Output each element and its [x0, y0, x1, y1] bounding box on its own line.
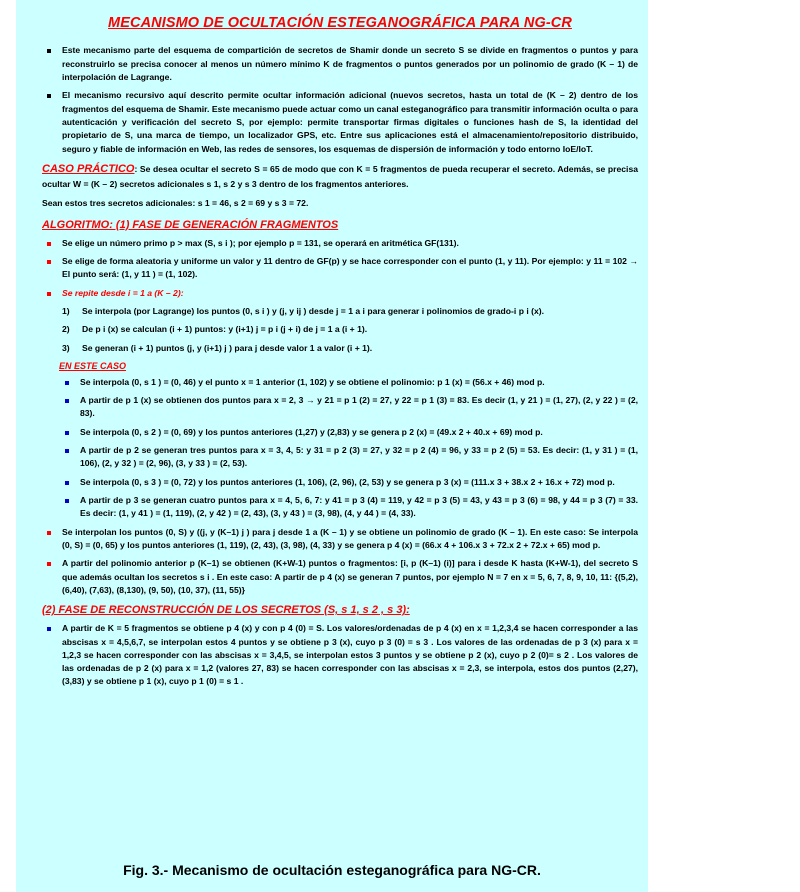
algorithm-step: Se interpolan los puntos (0, S) y ((j, y (K–1) j ) para j desde 1 a (K – 1) y se obtiene un polinomio de grado (K – 1). En este caso: Se interpola (0, S) = (0, 65) y los puntos anteriores (1, 119), (2, 43), (3, 98), (4, 33) y se genera p 4 (x) = (66.x 4 + 106.x 3 + 72.x 2 + 72.x + 65) mod p.: [42, 526, 638, 553]
figure-caption: Fig. 3.- Mecanismo de ocultación esteganográfica para NG-CR.: [123, 862, 541, 878]
algorithm-step: Se repite desde i = 1 a (K – 2):: [42, 287, 638, 300]
iteration-step: [62, 323, 638, 336]
case-text: [42, 161, 638, 191]
algorithm-step: A partir del polinomio anterior p (K–1) se obtienen (K+W-1) puntos o fragmentos: [i, p (K–1) (i)] para i desde K hasta (K+W-1), del secreto S que además ocultan los secretos s i . En este caso: A partir de p 4 (x) se generan 7 puntos, por ejemplo N = 7 en x = 5, 6, 7, 8, 9, 10, 11: {(5,2), (6,40), (7,63), (8,130), (9, 50), (10, 37), (11, 55)}: [42, 557, 638, 597]
case-steps-list: [42, 376, 638, 521]
intro-paragraph: Este mecanismo parte del esquema de compartición de secretos de Shamir donde un secreto S se divide en fragmentos o puntos y para reconstruirlo se precisa conocer al menos un número mínimo K de fragmentos o puntos generados por un polinomio de grado (K – 1) de interpolación de Lagrange.: [42, 44, 638, 84]
case-step: A partir de p 2 se generan tres puntos para x = 3, 4, 5: y 31 = p 2 (3) = 27, y 32 = p 2 (4) = 96, y 33 = p 2 (5) = 53. Es decir: (1, y 31 ) = (1, 106), (2, y 32 ) = (2, 96), (3, y 33 ) = (2, 53).: [60, 444, 638, 471]
case-step: Se interpola (0, s 3 ) = (0, 72) y los puntos anteriores (1, 106), (2, 96), (2, 53) y se genera p 3 (x) = (111.x 3 + 38.x 2 + 16.x + 72) mod p.: [60, 476, 638, 489]
reconstruction-list: [24, 622, 638, 689]
step-text: Se generan (i + 1) puntos (j, y (i+1) j ) para j desde valor 1 a valor (i + 1).: [82, 342, 373, 353]
iteration-step: [62, 342, 638, 355]
step-text: Se interpola (por Lagrange) los puntos (0, s i ) y (j, y ij ) desde j = 1 a i para generar i polinomios de grado-i p i (x).: [82, 305, 544, 316]
case-secrets: Sean estos tres secretos adicionales: s 1 = 46, s 2 = 69 y s 3 = 72.: [42, 198, 309, 209]
figure-panel: [16, 0, 648, 892]
reconstruction-heading: (2) FASE DE RECONSTRUCCIÓN DE LOS SECRETOS (S, s 1, s 2 , s 3):: [42, 604, 410, 617]
document-body: [42, 10, 638, 694]
step-number: 1): [62, 305, 70, 316]
case-heading: CASO PRÁCTICO: [42, 162, 135, 175]
case-step: A partir de p 3 se generan cuatro puntos para x = 4, 5, 6, 7: y 41 = p 3 (4) = 119, y 42 = p 3 (5) = 43, y 43 = p 3 (6) = 98, y 44 = p 3 (7) = 33. Es decir: (1, y 41 ) = (1, 119), (2, y 42 ) = (2, 43), (3, y 43 ) = (3, 98), (4, y 44 ) = (4, 33).: [60, 494, 638, 521]
reconstruction-step: A partir de K = 5 fragmentos se obtiene p 4 (x) y con p 4 (0) = S. Los valores/ordenadas de p 4 (x) en x = 1,2,3,4 se hacen corresponder a las abscisas x = 4,5,6,7, se interpolan estos 4 puntos y se obtiene p 3 (x), cuyo p 3 (0) = s 3 . Los valores de las ordenadas de p 3 (x) para x = 1,2,3 se hacen corresponder con las abscisas x = 3,4,5, se interpolan estos 3 puntos y se obtiene p 2 (x), cuyo p 2 (0)= s 2 . Los valores de las ordenadas de p 2 (x) para x = 1,2 (valores 27, 83) se hacen corresponder con las abscisas x = 2,3, se interpola, estos dos puntos (2,27), (3,83) y se obtiene p 1 (x), cuyo p 1 (0) = s 1 .: [42, 622, 638, 689]
algorithm-step: Se elige de forma aleatoria y uniforme un valor y 11 dentro de GF(p) y se hace corresponder con el punto (1, y 11). Por ejemplo: y 11 = 102 → El punto será: (1, y 11 ) = (1, 102).: [42, 255, 638, 282]
case-section: [42, 161, 638, 211]
intro-list: [42, 44, 638, 156]
algorithm-section: [42, 217, 638, 598]
algorithm-heading: ALGORITMO: (1) FASE DE GENERACIÓN FRAGMENTOS: [42, 218, 339, 231]
case-step: A partir de p 1 (x) se obtienen dos puntos para x = 2, 3 → y 21 = p 1 (2) = 27, y 22 = p 1 (3) = 83. Es decir (1, y 21 ) = (1, 27), (2, y 22 ) = (2, 83).: [60, 394, 638, 421]
iteration-step: [62, 305, 638, 318]
case-step: Se interpola (0, s 2 ) = (0, 69) y los puntos anteriores (1,27) y (2,83) y se genera p 2 (x) = (49.x 2 + 40.x + 69) mod p.: [60, 426, 638, 439]
reconstruction-section: [42, 602, 638, 689]
algorithm-step: Se elige un número primo p > max (S, s i ); por ejemplo p = 131, se operará en aritmética GF(131).: [42, 237, 638, 250]
case-sub-heading: EN ESTE CASO: [59, 360, 127, 371]
step-number: 3): [62, 342, 70, 353]
iteration-steps: [62, 305, 638, 355]
algorithm-tail-list: [42, 526, 638, 598]
step-text: De p i (x) se calculan (i + 1) puntos: y (i+1) j = p i (j + i) de j = 1 a (i + 1).: [82, 324, 368, 335]
case-description: : Se desea ocultar el secreto S = 65 de modo que con K = 5 fragmentos de pueda recuperar el secreto. Además, se precisa ocultar W = (K – 2) secretos adicionales s 1, s 2 y s 3 dentro de los fragmentos anteriores.: [42, 163, 639, 190]
intro-paragraph: El mecanismo recursivo aquí descrito permite ocultar información adicional (nuevos secretos, hasta un total de (K – 2) dentro de los fragmentos del esquema de Shamir. Este mecanismo puede actuar como un canal esteganográfico para transmitir información oculta o para autenticación y verificación del secreto S, por ejemplo: permite transportar firmas digitales o funciones hash de S, la identidad del propietario de S, una marca de tiempo, un localizador GPS, etc. Entre sus aplicaciones está el almacenamiento/repositorio distribuido, seguro y fiable de información en Web, las redes de sensores, los esquemas de dispersión de información y todo entorno IoE/IoT.: [42, 89, 638, 156]
page-title: MECANISMO DE OCULTACIÓN ESTEGANOGRÁFICA PARA NG-CR: [108, 15, 572, 31]
step-number: 2): [62, 324, 70, 335]
algorithm-list: [42, 237, 638, 300]
case-step: Se interpola (0, s 1 ) = (0, 46) y el punto x = 1 anterior (1, 102) y se obtiene el polinomio: p 1 (x) = (56.x + 46) mod p.: [60, 376, 638, 389]
